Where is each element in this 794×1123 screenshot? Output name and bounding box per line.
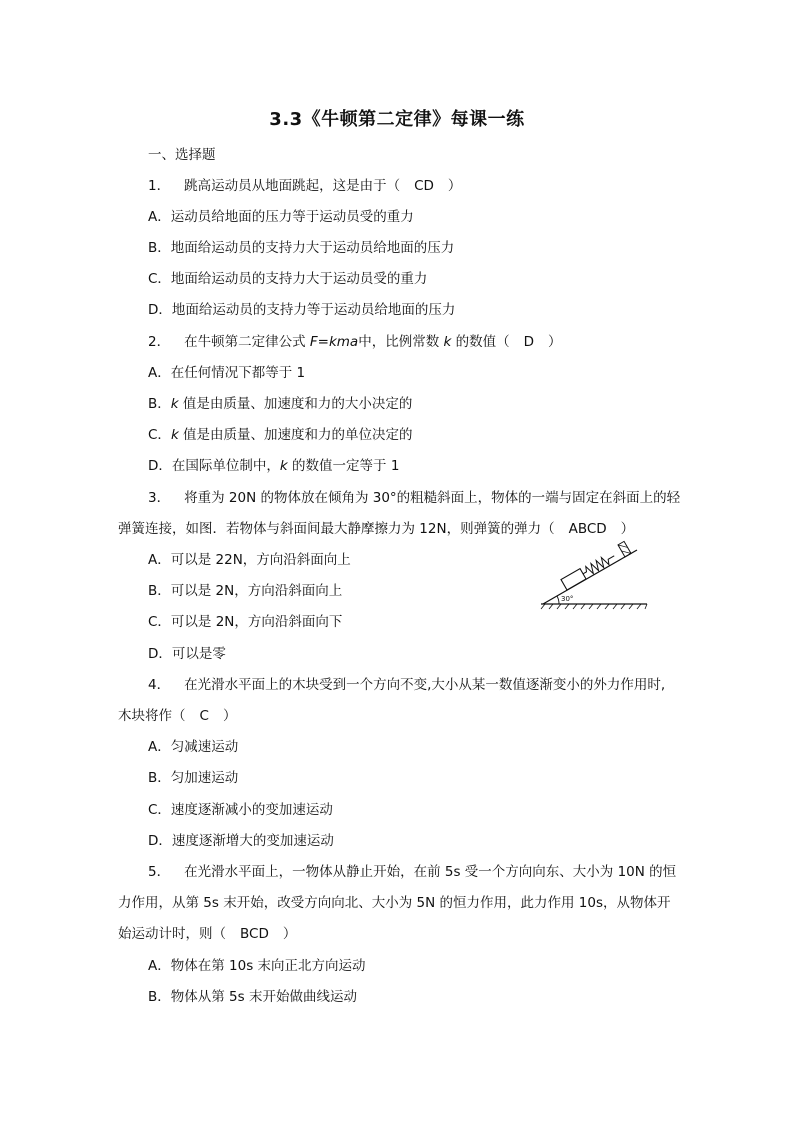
question-4-stem-line2 bbox=[118, 706, 236, 726]
option-text: 的数值一定等于 1 bbox=[287, 458, 400, 474]
page-title: 3.3《牛顿第二定律》每课一练 bbox=[269, 109, 525, 130]
question-5-stem-line1 bbox=[148, 862, 676, 882]
question-text: 始运动计时，则（ bbox=[118, 926, 226, 942]
question-2-option-d bbox=[148, 456, 399, 476]
angle-arc bbox=[557, 596, 559, 604]
question-text: 弹簧连接，如图．若物体与斜面间最大静摩擦力为 12N，则弹簧的弹力（ bbox=[118, 521, 555, 537]
question-2-option-b bbox=[148, 394, 412, 414]
question-number: 2． bbox=[148, 334, 171, 350]
question-5-option-b: B．物体从第 5s 末开始做曲线运动 bbox=[148, 989, 357, 1005]
incline-spring-figure bbox=[537, 540, 649, 610]
question-1-option-c: C．地面给运动员的支持力大于运动员受的重力 bbox=[148, 271, 428, 287]
question-3-stem-line1 bbox=[148, 488, 680, 508]
answer: D bbox=[523, 334, 535, 350]
question-3-option-a: A．可以是 22N，方向沿斜面向上 bbox=[148, 552, 351, 568]
question-2-option-c bbox=[148, 425, 413, 445]
formula: F=kma bbox=[309, 334, 359, 350]
question-1-option-a: A．运动员给地面的压力等于运动员受的重力 bbox=[148, 209, 414, 225]
question-number: 1． bbox=[148, 178, 171, 194]
question-number: 5． bbox=[148, 864, 171, 880]
question-1-option-d: D．地面给运动员的支持力等于运动员给地面的压力 bbox=[148, 302, 456, 318]
section-heading: 一、选择题 bbox=[148, 147, 216, 163]
block-and-spring bbox=[561, 551, 617, 590]
answer: CD bbox=[414, 178, 434, 194]
question-3-option-b: B．可以是 2N，方向沿斜面向上 bbox=[148, 583, 343, 599]
bracket-close: ） bbox=[447, 178, 462, 194]
angle-label: 30° bbox=[561, 595, 574, 603]
question-text: 将重为 20N 的物体放在倾角为 30°的粗糙斜面上，物体的一端与固定在斜面上的轻 bbox=[184, 490, 681, 506]
option-label: B． bbox=[148, 396, 171, 412]
question-5-stem-line2: 力作用，从第 5s 末开始，改受方向向北、大小为 5N 的恒力作用，此力作用 10s，从物体开 bbox=[118, 895, 671, 911]
block bbox=[561, 569, 586, 590]
bracket-close: ） bbox=[620, 521, 635, 537]
question-text: 木块将作（ bbox=[118, 708, 186, 724]
question-4-stem-line1 bbox=[148, 675, 665, 695]
variable-k: k bbox=[170, 427, 179, 443]
question-3-option-d: D．可以是零 bbox=[148, 646, 226, 662]
variable-k: k bbox=[443, 334, 452, 350]
answer: ABCD bbox=[568, 521, 607, 537]
option-label: D．在国际单位制中， bbox=[148, 458, 280, 474]
fixed-wall bbox=[618, 541, 631, 557]
question-1-stem bbox=[148, 176, 461, 196]
question-text: 的数值（ bbox=[455, 334, 510, 350]
bracket-close: ） bbox=[222, 708, 237, 724]
bracket-close: ） bbox=[282, 926, 297, 942]
question-5-stem-line3 bbox=[118, 924, 296, 944]
variable-k: k bbox=[170, 396, 179, 412]
question-4-option-d: D．速度逐渐增大的变加速运动 bbox=[148, 833, 334, 849]
question-4-option-b: B．匀加速运动 bbox=[148, 770, 239, 786]
question-number: 4． bbox=[148, 677, 171, 693]
ground-hatching bbox=[541, 604, 647, 609]
question-3-option-c: C．可以是 2N，方向沿斜面向下 bbox=[148, 614, 343, 630]
option-text: A．在任何情况下都等于 1 bbox=[148, 365, 306, 381]
question-4-option-a: A．匀减速运动 bbox=[148, 739, 239, 755]
question-text: 跳高运动员从地面跳起，这是由于（ bbox=[184, 178, 401, 194]
question-2-option-a bbox=[148, 363, 305, 383]
question-text: 在牛顿第二定律公式 bbox=[184, 334, 306, 350]
bracket-close: ） bbox=[548, 334, 562, 350]
question-4-option-c: C．速度逐渐减小的变加速运动 bbox=[148, 802, 333, 818]
question-2-stem bbox=[148, 332, 562, 352]
question-text: 在光滑水平面上，一物体从静止开始，在前 5s 受一个方向向东、大小为 10N 的恒 bbox=[184, 864, 677, 880]
incline-surface bbox=[543, 550, 637, 604]
answer: BCD bbox=[240, 926, 269, 942]
option-label: C． bbox=[148, 427, 171, 443]
option-text: 值是由质量、加速度和力的单位决定的 bbox=[178, 427, 413, 443]
question-text: 在光滑水平面上的木块受到一个方向不变,大小从某一数值逐渐变小的外力作用时, bbox=[184, 677, 666, 693]
question-number: 3． bbox=[148, 490, 171, 506]
variable-k: k bbox=[279, 458, 288, 474]
question-1-option-b: B．地面给运动员的支持力大于运动员给地面的压力 bbox=[148, 240, 455, 256]
option-text: 值是由质量、加速度和力的大小决定的 bbox=[178, 396, 413, 412]
question-text: 中，比例常数 bbox=[358, 334, 440, 350]
question-5-option-a: A．物体在第 10s 末向正北方向运动 bbox=[148, 958, 366, 974]
answer: C bbox=[199, 708, 209, 724]
question-3-stem-line2 bbox=[118, 519, 634, 539]
